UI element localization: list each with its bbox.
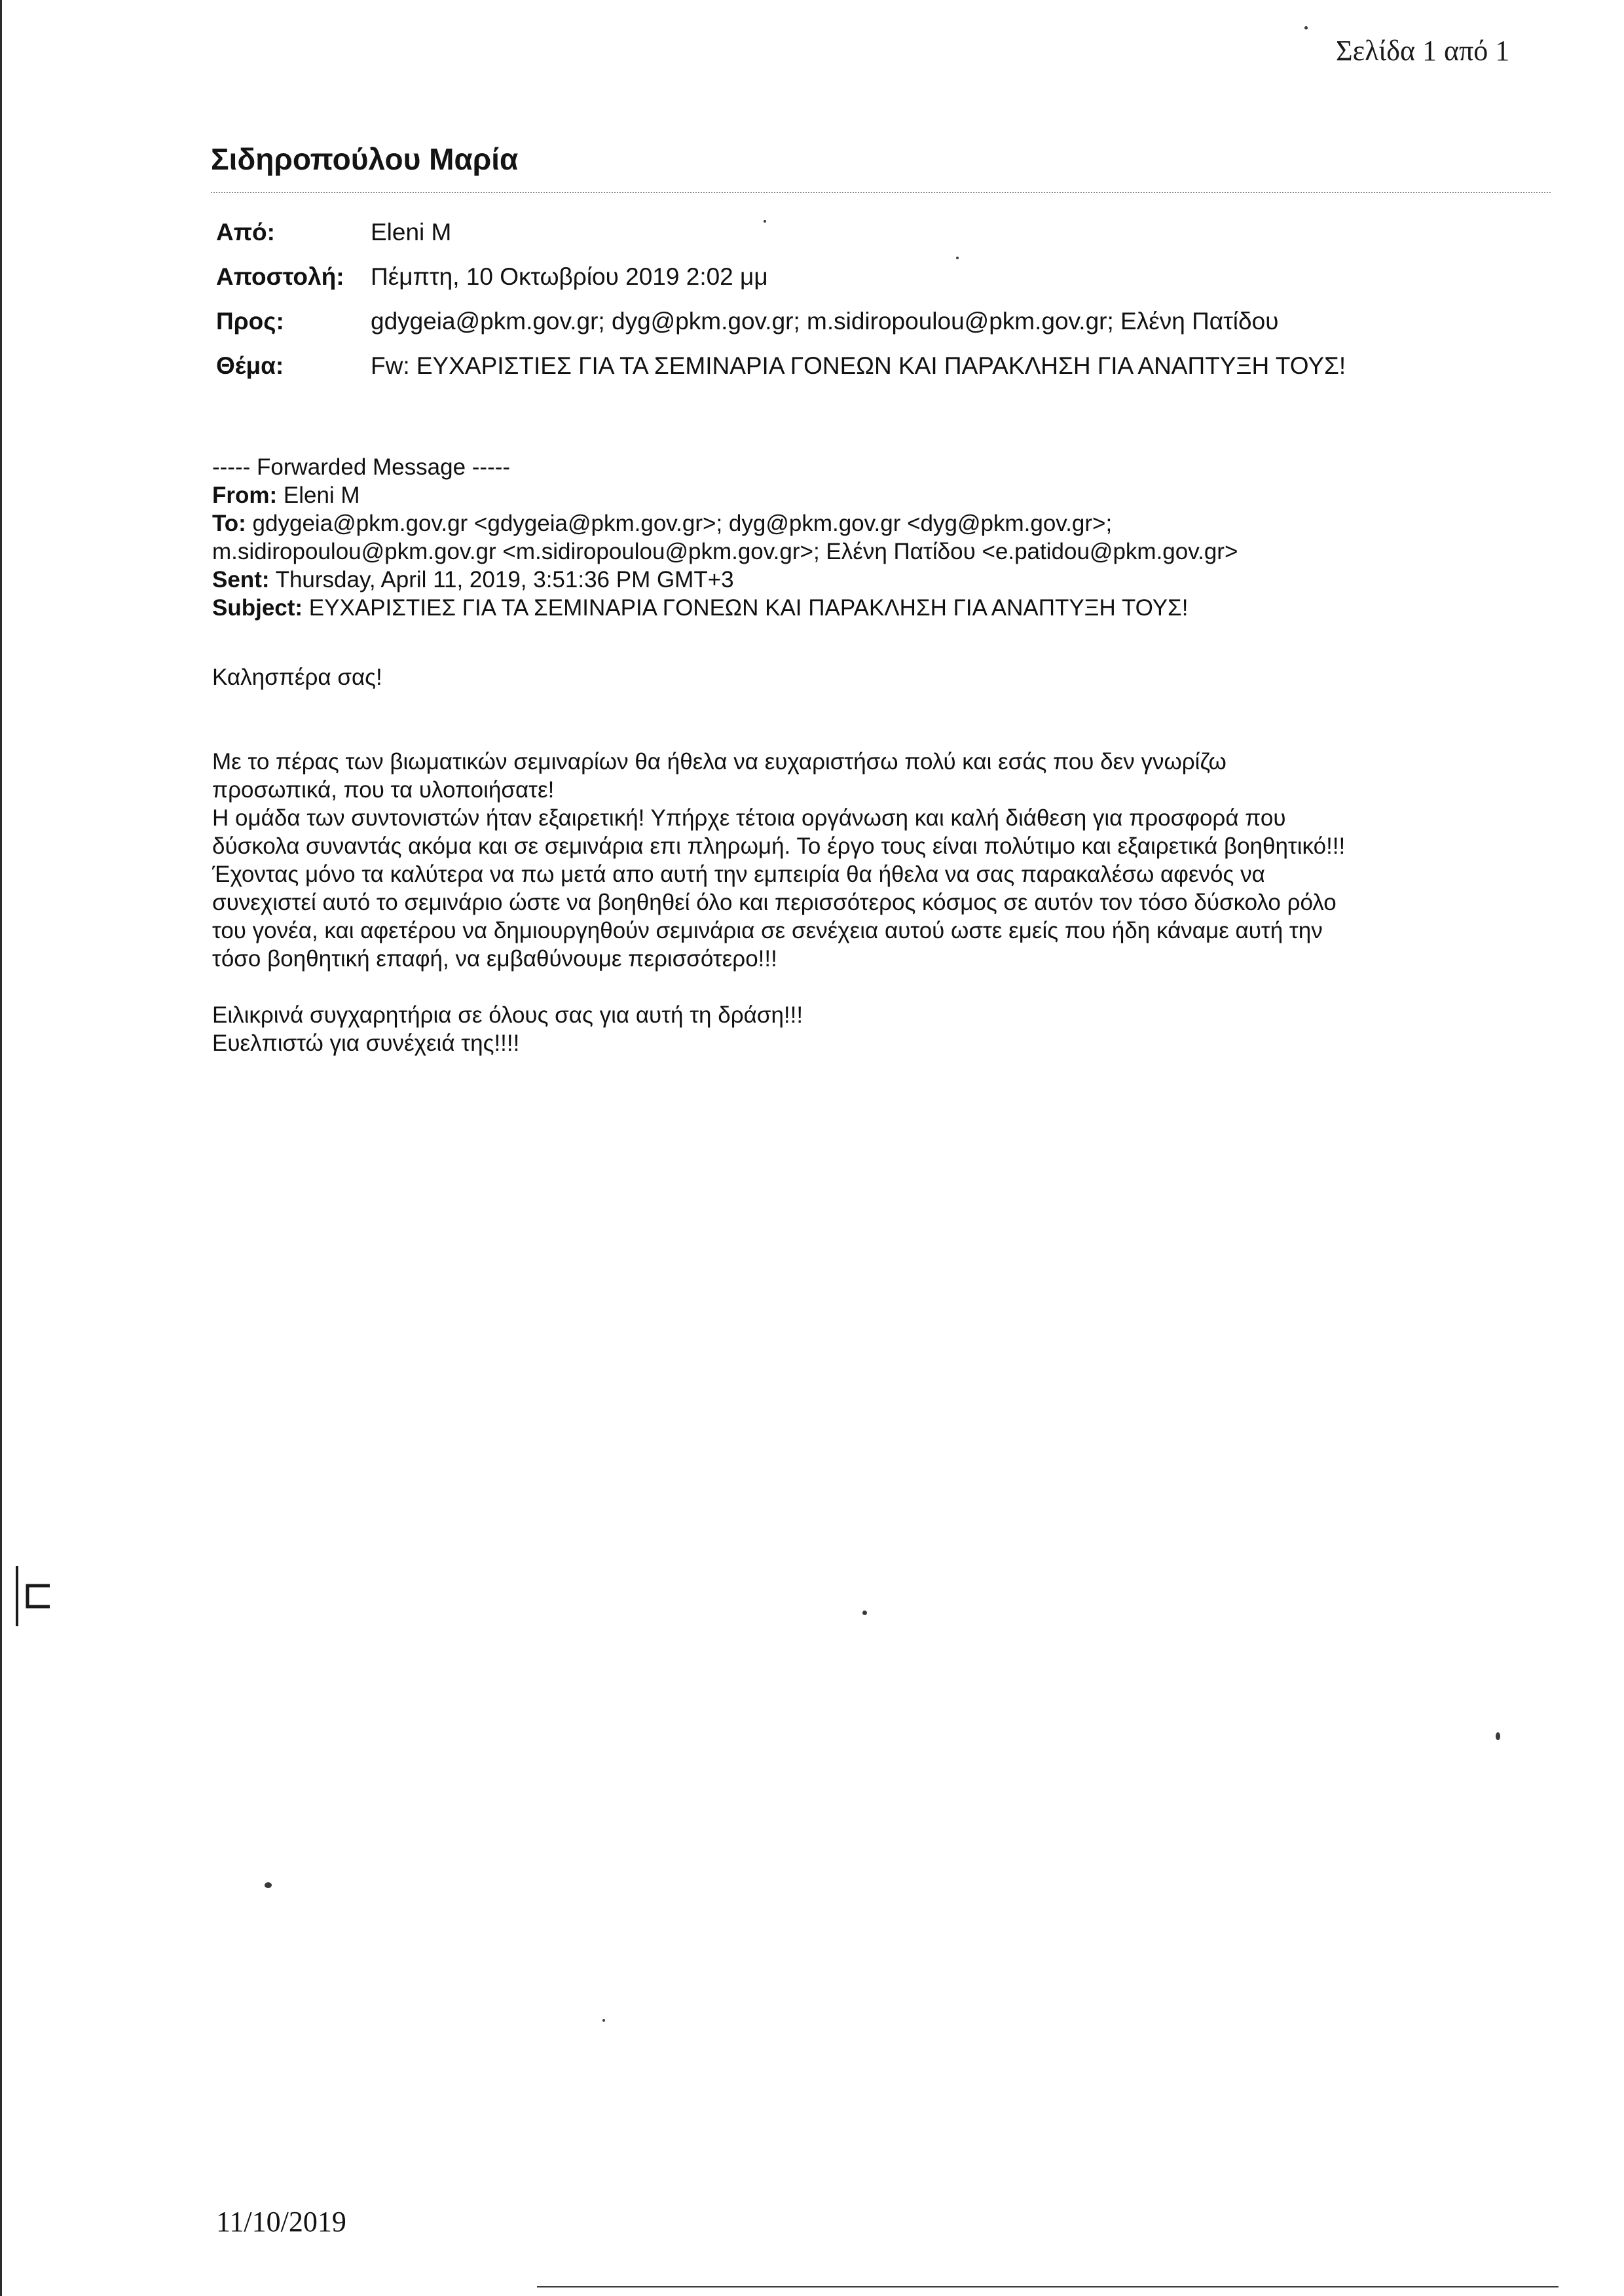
forwarded-to-value-line2: m.sidiropoulou@pkm.gov.gr <m.sidiropoulou@pkm.gov.gr>; Ελένη Πατίδου <e.patidou@pkm.gov.gr> [212, 539, 1238, 564]
forwarded-subject-value: ΕΥΧΑΡΙΣΤΙΕΣ ΓΙΑ ΤΑ ΣΕΜΙΝΑΡΙΑ ΓΟΝΕΩΝ ΚΑΙ ΠΑΡΑΚΛΗΣΗ ΓΙΑ ΑΝΑΠΤΥΞΗ ΤΟΥΣ! [303, 595, 1189, 621]
scan-speck [1496, 1732, 1500, 1740]
header-from-label: Από: [216, 219, 275, 246]
message-line: προσωπικά, που τα υλοποιήσατε! [212, 777, 555, 803]
title-divider [211, 192, 1551, 193]
scan-speck [1304, 26, 1308, 29]
page-counter: Σελίδα 1 από 1 [1336, 35, 1510, 67]
scan-left-edge [0, 0, 2, 2296]
footer-print-date: 11/10/2019 [216, 2206, 346, 2238]
scan-speck [602, 2019, 605, 2022]
message-line: τόσο βοηθητική επαφή, να εμβαθύνουμε περισσότερο!!! [212, 946, 777, 972]
header-from-value: Eleni M [371, 219, 452, 246]
scan-speck [764, 220, 766, 223]
message-line: Η ομάδα των συντονιστών ήταν εξαιρετική! Υπήρχε τέτοια οργάνωση και καλή διάθεση για προσφορά που [212, 805, 1286, 831]
forwarded-to-value-line1: gdygeia@pkm.gov.gr <gdygeia@pkm.gov.gr>; dyg@pkm.gov.gr <dyg@pkm.gov.gr>; [246, 511, 1113, 536]
message-body [212, 663, 1561, 1057]
message-line: Με το πέρας των βιωματικών σεμιναρίων θα ήθελα να ευχαριστήσω πολύ και εσάς που δεν γνωρίζω [212, 749, 1227, 774]
forwarded-subject-label: Subject: [212, 595, 303, 621]
scan-speck [956, 257, 959, 259]
header-subject-label: Θέμα: [216, 352, 284, 379]
scan-bottom-line [537, 2286, 1559, 2287]
scan-speck [862, 1611, 867, 1615]
forwarded-from-value: Eleni M [277, 483, 360, 508]
header-sent-value: Πέμπτη, 10 Οκτωβρίου 2019 2:02 μμ [371, 263, 768, 290]
message-line: του γονέα, και αφετέρου να δημιουργηθούν σεμινάρια σε σενέχεια αυτού ωστε εμείς που ήδη κάναμε αυτή την [212, 918, 1323, 943]
forwarded-to [212, 509, 1555, 538]
header-to-label: Προς: [216, 308, 284, 335]
scan-speck [265, 1882, 272, 1888]
header-to-value: gdygeia@pkm.gov.gr; dyg@pkm.gov.gr; m.sidiropoulou@pkm.gov.gr; Ελένη Πατίδου [371, 308, 1279, 335]
header-subject-value: Fw: ΕΥΧΑΡΙΣΤΙΕΣ ΓΙΑ ΤΑ ΣΕΜΙΝΑΡΙΑ ΓΟΝΕΩΝ ΚΑΙ ΠΑΡΑΚΛΗΣΗ ΓΙΑ ΑΝΑΠΤΥΞΗ ΤΟΥΣ! [371, 352, 1346, 379]
message-line: Έχοντας μόνο τα καλύτερα να πω μετά απο αυτή την εμπειρία θα ήθελα να σας παρακαλέσω αφενός να [212, 862, 1265, 887]
forwarded-subject [212, 594, 1555, 622]
forwarded-from [212, 481, 1555, 509]
forwarded-banner: ----- Forwarded Message ----- [212, 454, 511, 480]
message-closing-line: Ευελπιστώ για συνέχειά της!!!! [212, 1030, 520, 1056]
forwarded-sent-label: Sent: [212, 567, 270, 592]
message-line: δύσκολα συναντάς ακόμα και σε σεμινάρια επι πληρωμή. Το έργο τους είναι πολύτιμο και εξαιρετικά βοηθητικό!!! [212, 833, 1346, 859]
forwarded-sent [212, 566, 1555, 594]
sender-title: Σιδηροπούλου Μαρία [211, 142, 519, 176]
forwarded-to-label: To: [212, 511, 246, 536]
forwarded-sent-value: Thursday, April 11, 2019, 3:51:36 PM GMT+3 [269, 567, 734, 592]
binder-tab-mark [12, 1563, 52, 1629]
message-line: συνεχιστεί αυτό το σεμινάριο ώστε να βοηθηθεί όλο και περισσότερος κόσμος σε αυτόν τον τόσο δύσκολο ρόλο [212, 890, 1337, 915]
header-sent-label: Αποστολή: [216, 263, 344, 290]
forwarded-header [212, 453, 1555, 622]
forwarded-from-label: From: [212, 483, 278, 508]
message-closing-line: Ειλικρινά συγχαρητήρια σε όλους σας για αυτή τη δράση!!! [212, 1002, 803, 1028]
message-greeting: Καλησπέρα σας! [212, 665, 382, 690]
